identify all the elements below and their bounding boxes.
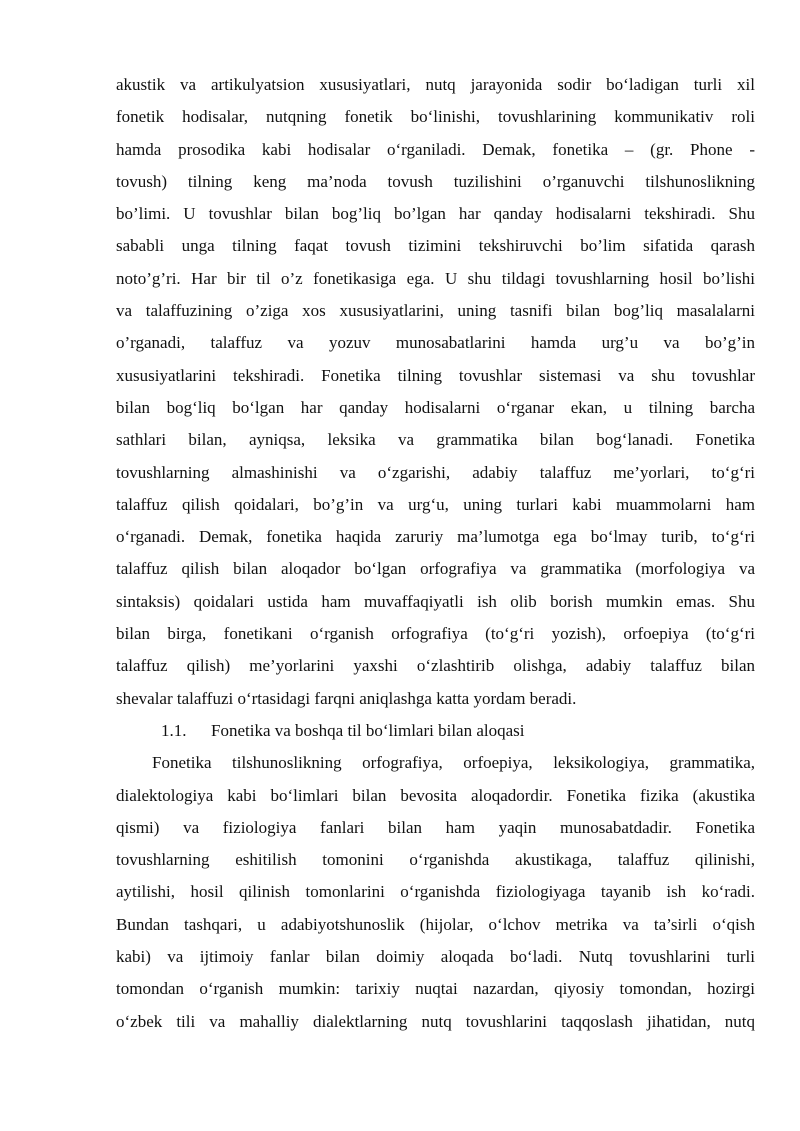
text-line: Bundan tashqari, u adabiyotshunoslik (hijolar, o‘lchov metrika va ta’sirli o‘qish xyxy=(116,914,755,934)
text-line: o‘zbek tili va mahalliy dialektlarning nutq tovushlarini taqqoslash jihatidan, nutq xyxy=(116,1011,755,1031)
text-line: aytilishi, hosil qilinish tomonlarini o‘rganishda fiziologiyaga tayanib ish ko‘radi. xyxy=(116,882,755,902)
text-line: hamda prosodika kabi hodisalar o‘rganiladi. Demak, fonetika – (gr. Phone - xyxy=(116,139,755,159)
text-line: o‘rganadi. Demak, fonetika haqida zaruriy ma’lumotga ega bo‘lmay turib, to‘g‘ri xyxy=(116,527,755,547)
text-line: dialektologiya kabi bo‘limlari bilan bevosita aloqadordir. Fonetika fizika (akustika xyxy=(116,785,755,805)
text-line: o’rganadi, talaffuz va yozuv munosabatlarini hamda urg’u va bo’g’in xyxy=(116,333,755,353)
text-line: va talaffuzining o’ziga xos xususiyatlarini, uning tasnifi bilan bog’liq masalalarni xyxy=(116,301,755,321)
text-line: Fonetika tilshunoslikning orfografiya, orfoepiya, leksikologiya, grammatika, xyxy=(152,753,755,773)
text-line: tovush) tilning keng ma’noda tovush tuzilishini o’rganuvchi tilshunoslikning xyxy=(116,171,755,191)
text-line: noto’g’ri. Har bir til o’z fonetikasiga ega. U shu tildagi tovushlarning hosil bo’lishi xyxy=(116,268,755,288)
text-line-last: shevalar talaffuzi o‘rtasidagi farqni aniqlashga katta yordam beradi. xyxy=(116,688,577,708)
text-line: fonetik hodisalar, nutqning fonetik bo‘linishi, tovushlarining kommunikativ roli xyxy=(116,107,755,127)
text-line: tomondan o‘rganish mumkin: tarixiy nuqtai nazardan, qiyosiy tomondan, hozirgi xyxy=(116,979,755,999)
text-line: xususiyatlarini tekshiradi. Fonetika tilning tovushlar sistemasi va shu tovushlar xyxy=(116,365,755,385)
text-line: talaffuz qilish qoidalari, bo’g’in va urg‘u, uning turlari kabi muammolarni ham xyxy=(116,494,755,514)
text-line: akustik va artikulyatsion xususiyatlari, nutq jarayonida sodir bo‘ladigan turli xil xyxy=(116,75,755,94)
document-page xyxy=(116,69,755,1038)
paragraph-1 xyxy=(116,69,755,715)
text-line: sathlari bilan, ayniqsa, leksika va grammatika bilan bog‘lanadi. Fonetika xyxy=(116,430,755,450)
section-heading xyxy=(116,715,755,747)
section-title: Fonetika va boshqa til bo‘limlari bilan aloqasi xyxy=(211,720,525,740)
text-line: tovushlarning eshitilish tomonini o‘rganishda akustikaga, talaffuz qilinishi, xyxy=(116,850,755,870)
text-line: bo’limi. U tovushlar bilan bog’liq bo’lgan har qanday hodisalarni tekshiradi. Shu xyxy=(116,204,755,224)
text-line: talaffuz qilish bilan aloqador bo‘lgan orfografiya va grammatika (morfologiya va xyxy=(116,559,755,579)
paragraph-2 xyxy=(116,747,755,1038)
text-line: bilan bog‘liq bo‘lgan har qanday hodisalarni o‘rganar ekan, u tilning barcha xyxy=(116,397,755,417)
text-line: sintaksis) qoidalari ustida ham muvaffaqiyatli ish olib borish mumkin emas. Shu xyxy=(116,591,755,611)
text-line: qismi) va fiziologiya fanlari bilan ham yaqin munosabatdadir. Fonetika xyxy=(116,817,755,837)
section-number: 1.1. xyxy=(161,720,187,740)
text-line: kabi) va ijtimoiy fanlar bilan doimiy aloqada bo‘ladi. Nutq tovushlarini turli xyxy=(116,947,755,967)
text-line: tovushlarning almashinishi va o‘zgarishi, adabiy talaffuz me’yorlari, to‘g‘ri xyxy=(116,462,755,482)
text-line: bilan birga, fonetikani o‘rganish orfografiya (to‘g‘ri yozish), orfoepiya (to‘g‘ri xyxy=(116,624,755,644)
text-line: talaffuz qilish) me’yorlarini yaxshi o‘zlashtirib olishga, adabiy talaffuz bilan xyxy=(116,656,755,676)
text-line: sababli unga tilning faqat tovush tizimini tekshiruvchi bo’lim sifatida qarash xyxy=(116,236,755,256)
